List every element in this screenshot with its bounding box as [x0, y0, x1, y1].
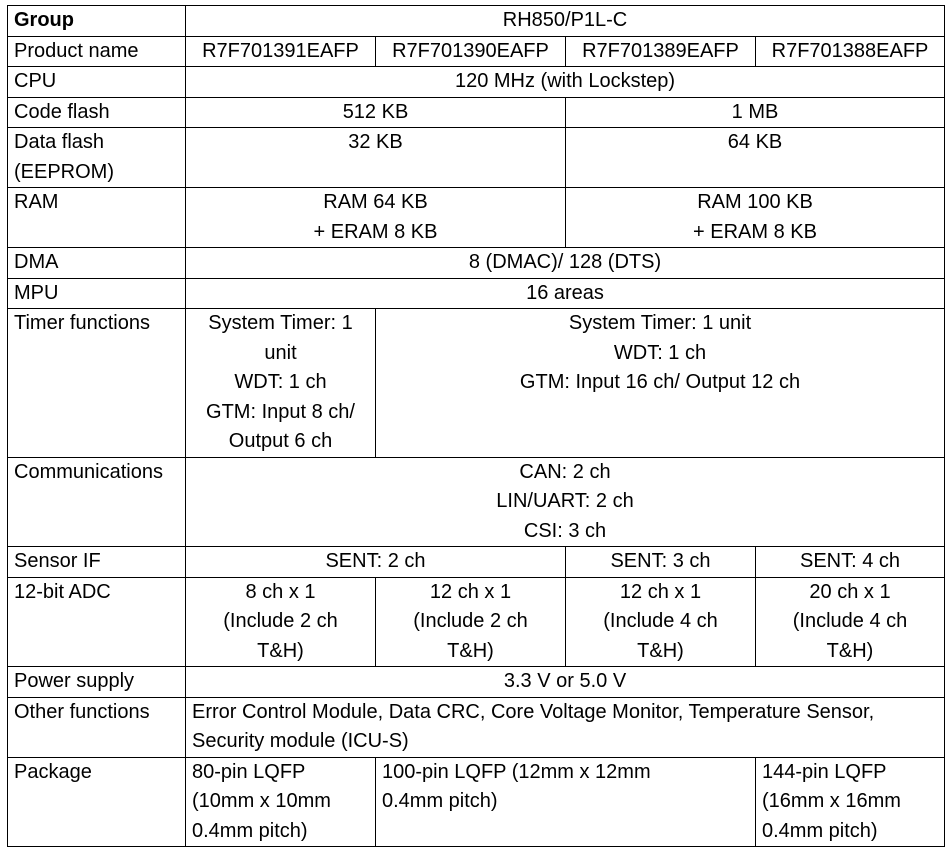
power-supply-value: 3.3 V or 5.0 V [186, 667, 945, 698]
communications-line: CSI: 3 ch [523, 519, 607, 542]
code-flash-value: 512 KB [186, 97, 566, 128]
dma-value: 8 (DMAC)/ 128 (DTS) [186, 248, 945, 279]
power-supply-label: Power supply [8, 667, 186, 698]
data-flash-value: 64 KB [566, 128, 945, 188]
adc-value [756, 577, 945, 667]
ram-line: RAM 100 KB [697, 191, 813, 213]
timer-line: WDT: 1 ch [234, 371, 327, 393]
adc-line: (Include 4 ch [603, 610, 718, 632]
row-ram [8, 188, 945, 248]
ram-line: + ERAM 8 KB [693, 220, 817, 243]
row-adc [8, 577, 945, 667]
package-line: 80-pin LQFP [192, 760, 306, 783]
package-line: 144-pin LQFP [762, 760, 887, 783]
row-group [8, 6, 945, 37]
package-value [376, 757, 756, 847]
communications-value [186, 457, 945, 547]
adc-value [566, 577, 756, 667]
group-label: Group [8, 6, 186, 37]
package-value [186, 757, 376, 847]
package-line: 100-pin LQFP (12mm x 12mm [382, 760, 651, 783]
dma-label: DMA [8, 248, 186, 279]
row-sensor-if [8, 547, 945, 578]
sensor-if-value: SENT: 4 ch [756, 547, 945, 578]
timer-label: Timer functions [8, 309, 186, 458]
adc-line: T&H) [826, 639, 874, 662]
adc-value [186, 577, 376, 667]
adc-line: (Include 4 ch [792, 610, 908, 632]
timer-line: Output 6 ch [228, 430, 333, 452]
adc-line: (Include 2 ch [413, 610, 528, 632]
package-line: 0.4mm pitch) [762, 819, 878, 842]
row-code-flash [8, 97, 945, 128]
other-functions-value [186, 697, 945, 757]
timer-line: GTM: Input 8 ch/ [206, 400, 355, 423]
package-line: (16mm x 16mm [762, 790, 901, 812]
ram-label: RAM [8, 188, 186, 248]
code-flash-label: Code flash [8, 97, 186, 128]
adc-line: T&H) [257, 639, 304, 662]
mpu-label: MPU [8, 278, 186, 309]
mpu-value: 16 areas [186, 278, 945, 309]
communications-label: Communications [8, 457, 186, 547]
product-cell: R7F701391EAFP [186, 36, 376, 67]
communications-line: LIN/UART: 2 ch [496, 490, 634, 512]
row-product-name [8, 36, 945, 67]
package-label: Package [8, 757, 186, 847]
product-cell: R7F701388EAFP [756, 36, 945, 67]
package-line: 0.4mm pitch) [192, 819, 308, 842]
row-data-flash [8, 128, 945, 188]
package-value [756, 757, 945, 847]
row-timer [8, 309, 945, 458]
row-cpu [8, 67, 945, 98]
product-cell: R7F701390EAFP [376, 36, 566, 67]
cpu-label: CPU [8, 67, 186, 98]
sensor-if-label: Sensor IF [8, 547, 186, 578]
ram-value [566, 188, 945, 248]
product-name-label: Product name [8, 36, 186, 67]
data-flash-value: 32 KB [186, 128, 566, 188]
timer-line: System Timer: 1 [208, 312, 353, 334]
timer-value [186, 309, 376, 458]
product-cell: R7F701389EAFP [566, 36, 756, 67]
row-dma [8, 248, 945, 279]
adc-line: 8 ch x 1 [245, 580, 316, 603]
row-other-functions [8, 697, 945, 757]
data-flash-label-line: (EEPROM) [14, 160, 114, 183]
spec-table [7, 5, 945, 847]
data-flash-label [8, 128, 186, 188]
other-functions-label: Other functions [8, 697, 186, 757]
adc-line: 12 ch x 1 [429, 580, 512, 603]
sensor-if-value: SENT: 2 ch [186, 547, 566, 578]
communications-line: CAN: 2 ch [519, 460, 611, 483]
group-value: RH850/P1L-C [186, 6, 945, 37]
adc-line: T&H) [447, 639, 494, 662]
package-line: 0.4mm pitch) [382, 790, 498, 812]
other-functions-line: Security module (ICU-S) [192, 730, 409, 752]
cpu-value: 120 MHz (with Lockstep) [186, 67, 945, 98]
timer-line: WDT: 1 ch [613, 341, 707, 364]
ram-line: RAM 64 KB [323, 191, 428, 213]
row-mpu [8, 278, 945, 309]
adc-line: 12 ch x 1 [619, 580, 702, 603]
package-line: (10mm x 10mm [192, 790, 331, 812]
timer-value [376, 309, 945, 458]
ram-value [186, 188, 566, 248]
adc-value [376, 577, 566, 667]
sensor-if-value: SENT: 3 ch [566, 547, 756, 578]
data-flash-label-line: Data flash [14, 131, 105, 153]
other-functions-line: Error Control Module, Data CRC, Core Voltage Monitor, Temperature Sensor, [192, 700, 875, 723]
row-power-supply [8, 667, 945, 698]
adc-label: 12-bit ADC [8, 577, 186, 667]
timer-line: GTM: Input 16 ch/ Output 12 ch [519, 371, 801, 393]
adc-line: (Include 2 ch [223, 610, 338, 632]
timer-line: unit [264, 341, 297, 364]
adc-line: T&H) [637, 639, 684, 662]
adc-line: 20 ch x 1 [809, 580, 891, 603]
timer-line: System Timer: 1 unit [568, 312, 752, 334]
row-package [8, 757, 945, 847]
ram-line: + ERAM 8 KB [313, 220, 438, 243]
code-flash-value: 1 MB [566, 97, 945, 128]
row-communications [8, 457, 945, 547]
